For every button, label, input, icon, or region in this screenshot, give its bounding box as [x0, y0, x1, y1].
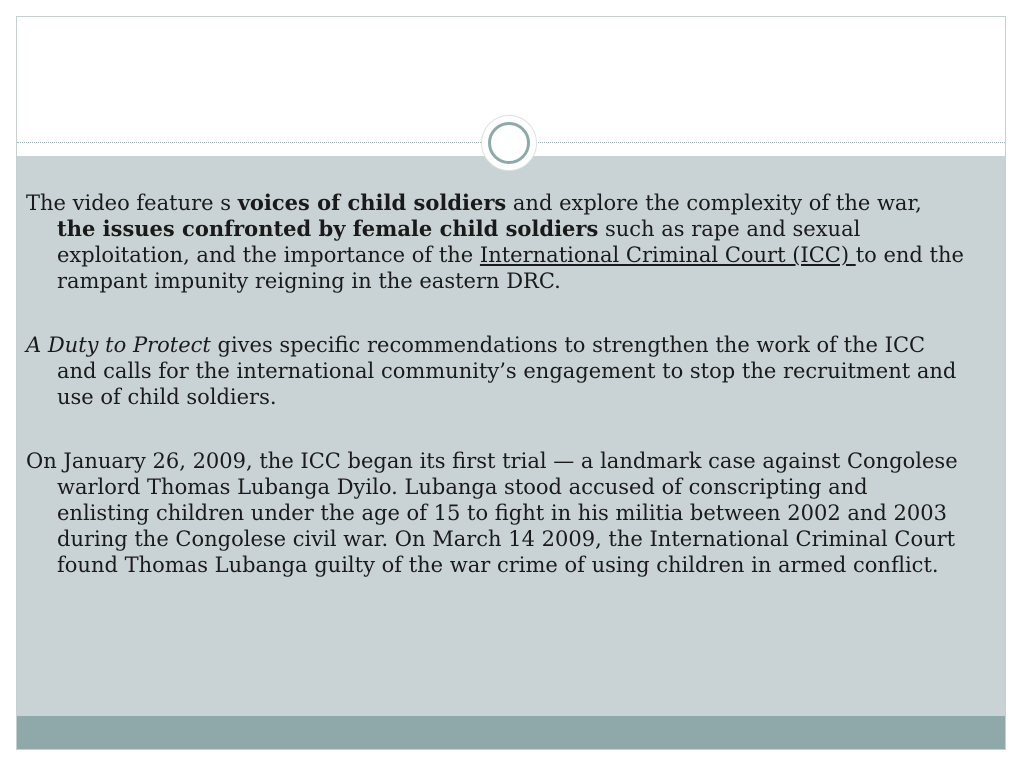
p1-bold-issues: the issues confronted by female child soldiers	[57, 216, 599, 241]
p1-bold-voices: voices of child soldiers	[237, 190, 507, 215]
p2-italic-title: A Duty to Protect	[26, 333, 211, 357]
p3-text: On January 26, 2009, the ICC began its first trial — a landmark case against Congolese warlord Thomas Lubanga Dyilo. Lubanga stood accused of conscripting and enlisting children under the age of 15 to fight in his militia between 2002 and 2003 during the Congolese civil war. On March 14 2009, the International Criminal Court found Thomas Lubanga guilty of the war crime of using children in armed conflict.	[26, 449, 958, 577]
p2-text: gives specific recommendations to strengthen the work of the ICC and calls for the international community’s engagement to stop the recruitment and use of child soldiers.	[57, 333, 957, 409]
icc-link[interactable]: International Criminal Court (ICC)	[479, 243, 856, 267]
paragraph-first-trial	[26, 448, 966, 578]
p1-text-2: and explore the complexity of the war,	[506, 191, 922, 215]
circle-ornament-icon	[481, 115, 537, 171]
p1-text-3: such as rape and sexual exploitation, and the importance of the	[57, 217, 861, 267]
circle-ornament-inner	[488, 122, 530, 164]
p1-text-4: to end the rampant impunity reigning in the eastern DRC.	[57, 243, 964, 293]
body-text	[26, 190, 966, 616]
p1-text-1: The video feature s	[26, 191, 238, 215]
paragraph-duty-to-protect	[26, 332, 966, 410]
footer-bar	[17, 716, 1005, 750]
paragraph-video-feature	[26, 190, 966, 294]
